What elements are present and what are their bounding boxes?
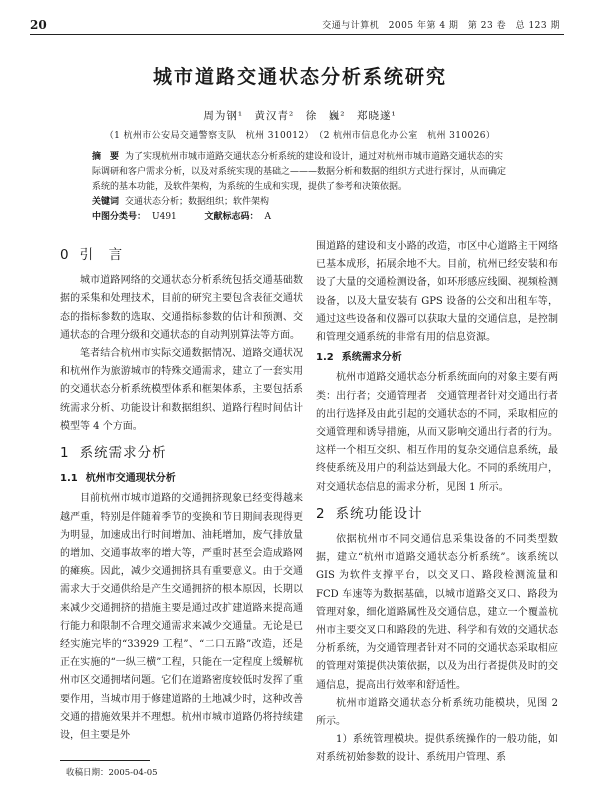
subsection-1-1-heading: [60, 470, 303, 488]
subsection-number: 1.1: [60, 473, 78, 485]
clc-label: 中图分类号：: [92, 212, 147, 222]
subsection-title: 系统需求分析: [341, 352, 402, 364]
subsection-number: 1.2: [316, 352, 334, 364]
doc-code-label: 文献标志码：: [204, 212, 259, 222]
subsection-title: 杭州市交通现状分析: [85, 473, 176, 485]
keywords: [92, 195, 512, 210]
affiliation: （1 杭州市公安局交通警察支队 杭州 310012） （2 杭州市信息化办公室 杭州 310026）: [104, 131, 496, 141]
page-number: 20: [30, 18, 47, 32]
paragraph: 围道路的建设和支小路的改造，市区中心道路主干网络已基本成形，拓展余地不大。目前，杭州已经安装和布设了大量的交通检测设备，如环形感应线圈、视频检测设备，以及大量安装有 GPS 设备的公交和出租车等，通过这些设备和仪器可以获取大量的交通信息，是控制和管理交通系统的非常有用的信息资源。: [316, 241, 558, 344]
left-column: [60, 238, 303, 745]
abstract-text: 为了实现杭州市城市道路交通状态分析系统的建设和设计，通过对杭州市城市道路交通状态的实际调研和客户需求分析，以及对系统实现的基础之———数据分析和数据的组织方式进行探讨，从而确定系统的基本功能，及软件架构，为系统的生成和实现，提供了参考和决策依据。: [92, 152, 507, 192]
section-title: 系统功能设计: [335, 505, 423, 522]
right-column: [316, 238, 558, 768]
received-date: 收稿日期：2005-04-05: [66, 768, 158, 778]
paragraph: 依据杭州市不同交通信息采集设备的不同类型数据，建立“杭州市道路交通状态分析系统”。该系统以 GIS 为软件支撑平台，以交叉口、路段检测流量和 FCD 车速等为数据基础，以城市道路交叉口、路段为管理对象，细化道路属性及交通信息，建立一个覆盖杭州市主要交叉口和路段的先进、科学和有效的交通状态分析系统，为交通管理者针对不同的交通状态采取相应的管理对策提供决策依据，以及为出行者提供及时的交通信息，提高出行效率和舒适性。: [316, 534, 558, 691]
authors: 周为钢¹ 黄汉青² 徐 巍² 郑晓遂¹: [203, 110, 397, 122]
header-rule: [30, 34, 564, 35]
abstract: [92, 150, 512, 195]
abstract-label: 摘 要: [92, 152, 120, 162]
clc-value: U491: [152, 212, 177, 222]
paragraph: 杭州市道路交通状态分析系统面向的对象主要有两类：出行者；交通管理者 交通管理者针对交通出行者的出行选择及由此引起的交通状态的不同，采取相应的交通管理和诱导措施，从而又影响交通出行者的行为。这样一个相互交织、相互作用的复杂交通信息系统，最终使系统及用户的利益达到最大化。不同的系统用户，对交通状态信息的需求分析，见图 1 所示。: [316, 372, 558, 493]
section-title: 引 言: [79, 247, 124, 263]
section-number: 1: [60, 445, 70, 462]
section-number: 0: [60, 247, 70, 263]
paragraph: 1）系统管理模块。提供系统操作的一般功能，如对系统初始参数的设计、系统用户管理、系: [316, 734, 558, 764]
paper-title: 城市道路交通状态分析系统研究: [152, 66, 447, 88]
keywords-text: 交通状态分析；数据组织；软件架构: [125, 197, 270, 207]
doc-code-value: A: [264, 212, 272, 222]
keywords-label: 关键词: [92, 197, 120, 207]
section-number: 2: [316, 505, 326, 522]
section-title: 系统需求分析: [79, 445, 167, 462]
paragraph: 杭州市道路交通状态分析系统功能模块，见图 2 所示。: [316, 697, 558, 728]
paragraph: 目前杭州市城市道路的交通拥挤现象已经变得越来越严重，特别是伴随着季节的变换和节日期间表现得更为明显，加速成出行时间增加、油耗增加，废气排放量的增加、交通事故率的增大等，严重时甚至会造成路网的瘫痪。因此，减少交通拥挤具有重要意义。由于交通需求大于交通供给是产生交通拥挤的根本原因，长期以来减少交通拥挤的措施主要是通过改扩建道路来提高通行能力和限制不合理交通需求来减少交通量。无论是已经实施完毕的“33929 工程”、“二口五路”改造，还是正在实施的“一纵三横”工程，只能在一定程度上缓解杭州市区交通拥堵问题。它们在道路密度较低时发挥了重要作用，当城市用于修建道路的土地减少时，这种改善交通的措施效果并不理想。杭州市城市道路仍将持续建设，但主要是外: [60, 493, 303, 742]
classification: [92, 210, 512, 225]
abstract-block: [92, 150, 512, 225]
paragraph: 笔者结合杭州市实际交通数据情况、道路交通状况和杭州作为旅游城市的特殊交通需求，建立了一套实用的交通状态分析系统模型体系和框架体系，主要包括系统需求分析、功能设计和数据组织、道路行程时间估计模型等 4 个方面。: [60, 348, 303, 432]
paragraph: 城市道路网络的交通状态分析系统包括交通基础数据的采集和处理技术，目前的研究主要包含表征交通状态的指标参数的选取、交通指标参数的估计和预测、交通状态的合理分级和交通状态的自动判别算法等方面。: [60, 275, 303, 341]
section-1-heading: [60, 444, 303, 462]
running-header: 交通与计算机 2005 年第 4 期 第 23 卷 总 123 期: [322, 21, 560, 31]
subsection-1-2-heading: [316, 349, 558, 367]
section-0-heading: [60, 246, 303, 264]
footnote-rule: [60, 760, 150, 761]
section-2-heading: [316, 505, 558, 523]
